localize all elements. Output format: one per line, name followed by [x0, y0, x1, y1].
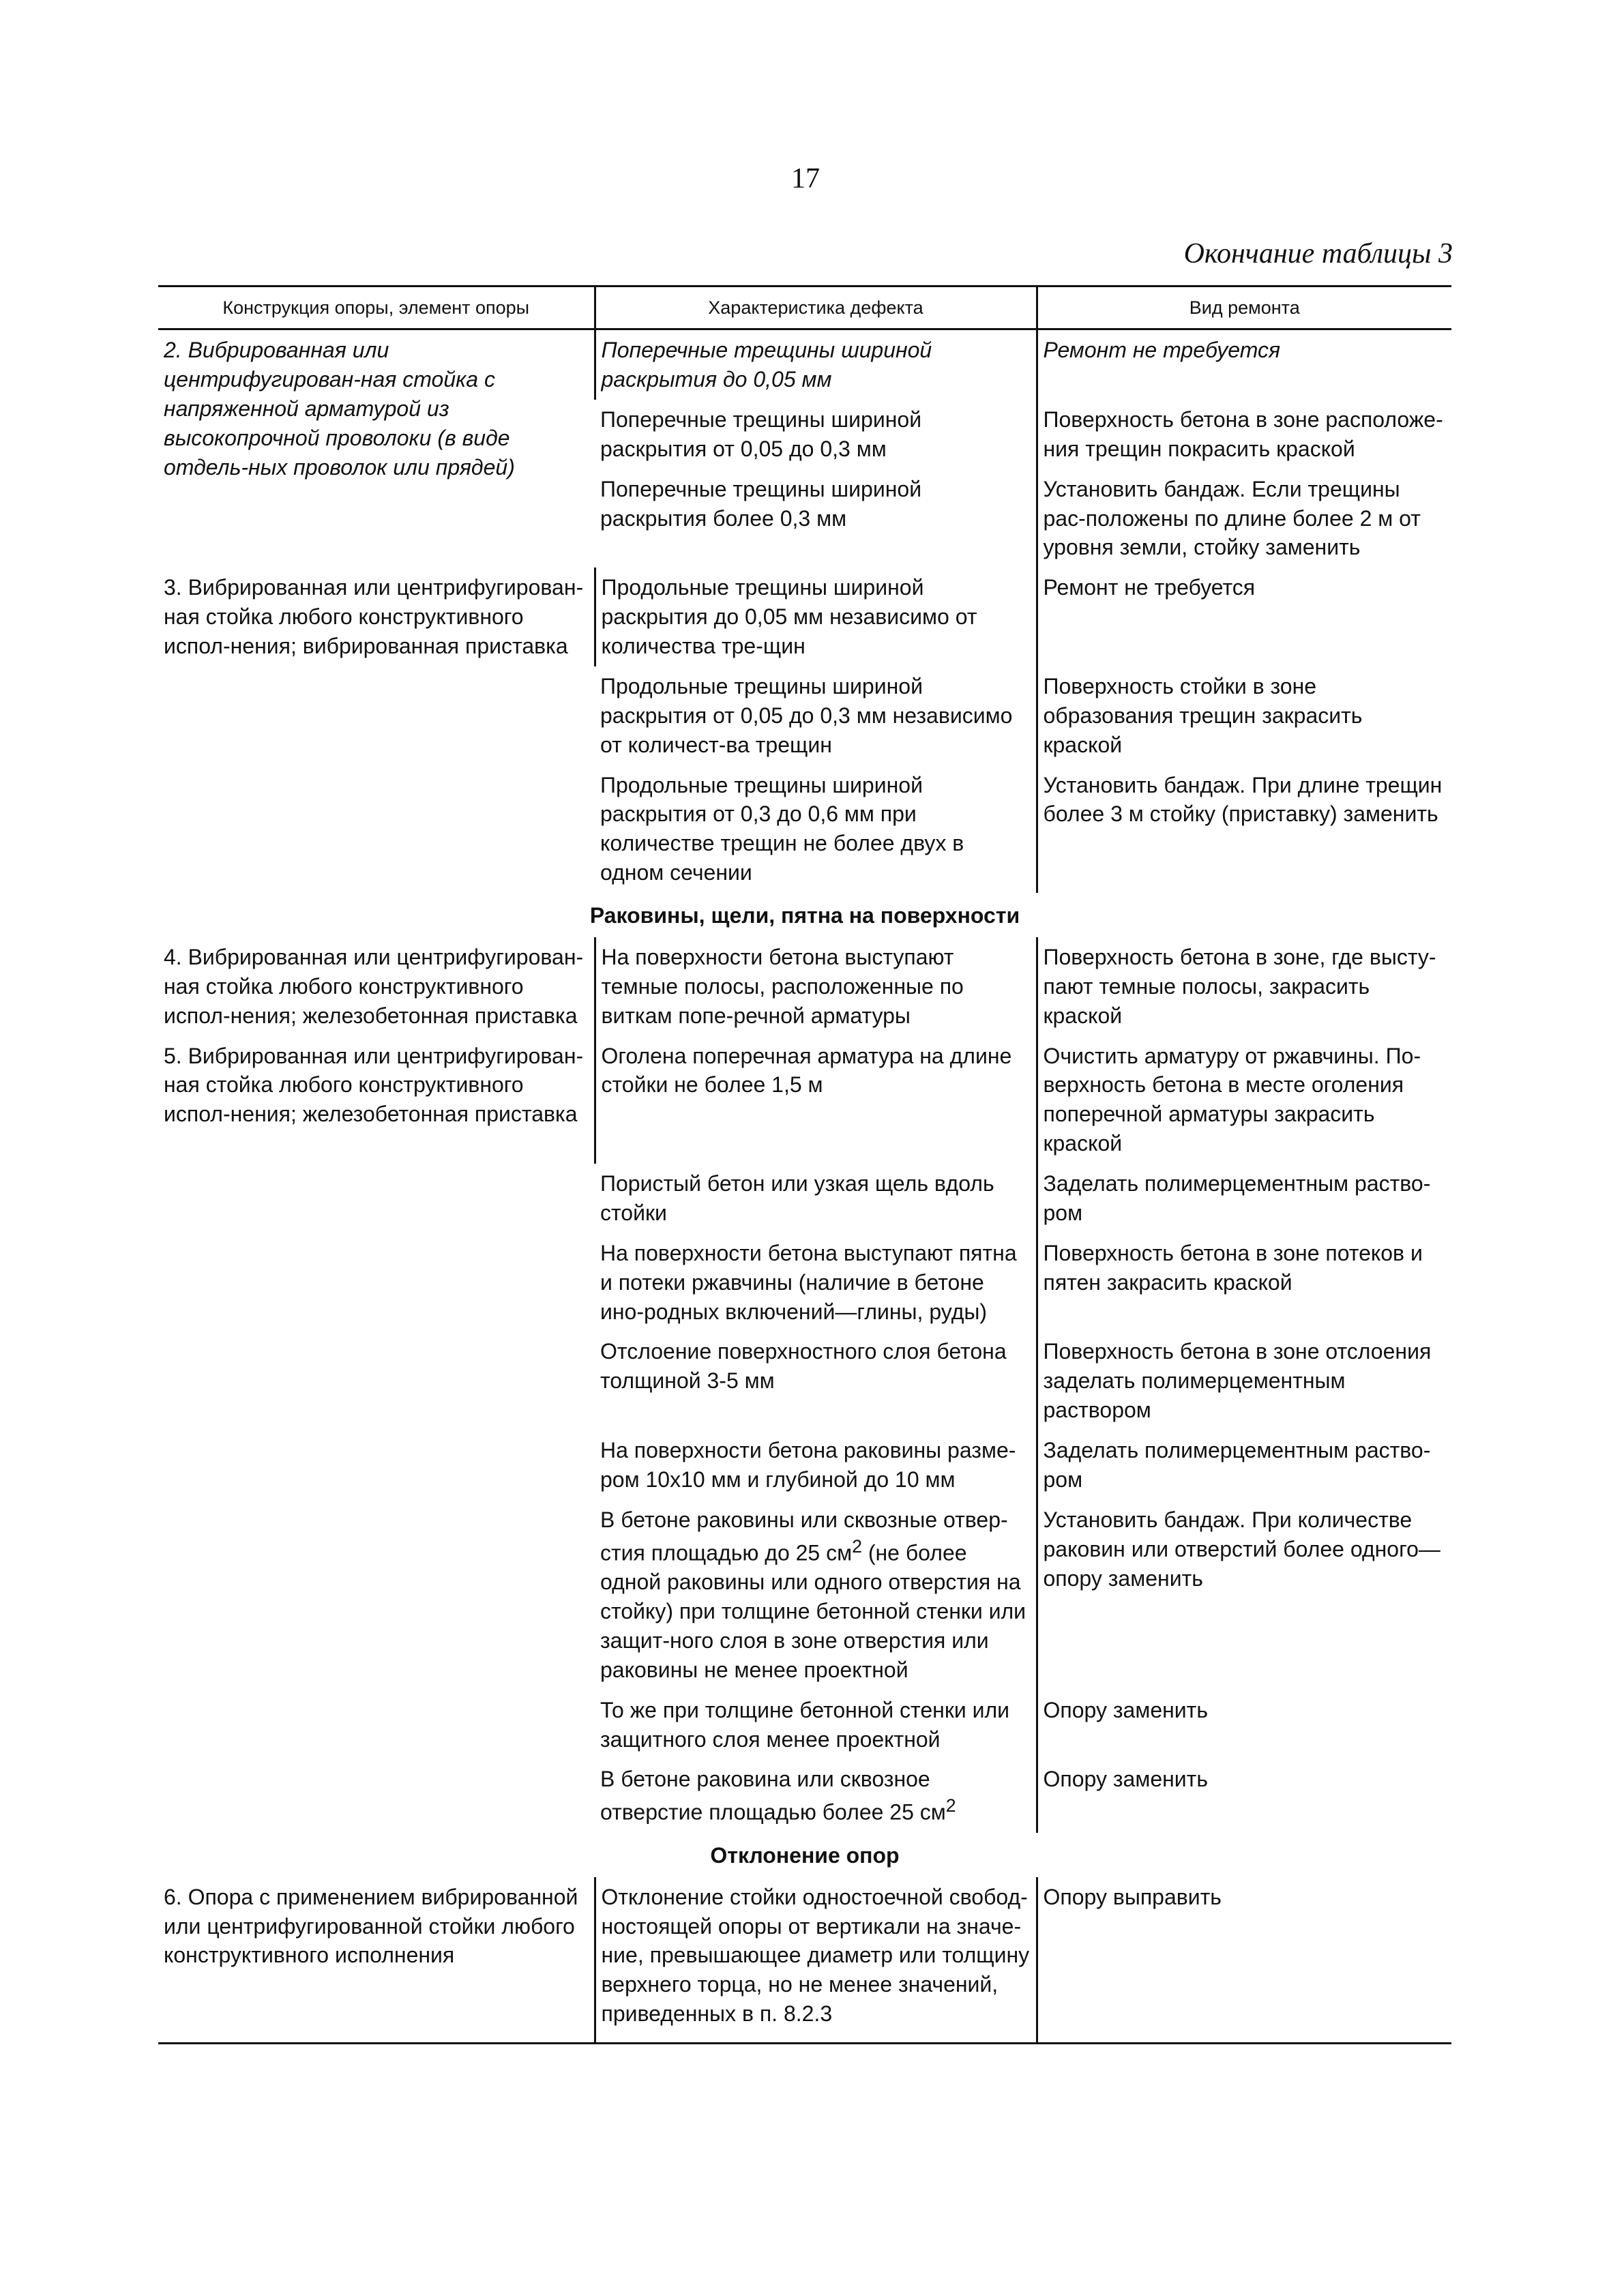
defect-cell: То же при толщине бетонной стенки или защитного слоя менее проектной [600, 1697, 1009, 1752]
table-row [158, 1036, 1451, 1164]
repair-cell: Поверхность бетона в зоне, где высту-пают темные полосы, закрасить краской [1037, 937, 1451, 1036]
repair-cell: Поверхность стойки в зоне образования трещин закрасить краской [1037, 666, 1451, 765]
table-caption: Окончание таблицы 3 [1183, 238, 1453, 269]
defect-cell: Отклонение стойки одностоечной свобод-ностоящей опоры от вертикали на значе-ние, превышающее диаметр или толщину верхнего торца, но не менее значений, приведенных в п. 8.2.3 [595, 1877, 1037, 2044]
header-repair: Вид ремонта [1037, 286, 1451, 329]
repair-cell: Установить бандаж. При количестве раковин или отверстий более одного—опору заменить [1037, 1500, 1451, 1690]
defect-cell: Поперечные трещины шириной раскрытия более 0,3 мм [600, 476, 922, 531]
repair-cell: Опору заменить [1037, 1690, 1451, 1760]
defect-cell: Продольные трещины шириной раскрытия от 0,05 до 0,3 мм независимо от количест-ва трещин [600, 673, 1013, 757]
section-row [158, 893, 1451, 937]
page-number: 17 [791, 163, 820, 194]
construction-cell: 3. Вибрированная или центрифугирован-ная стойка любого конструктивного испол-нения; вибрированная приставка [164, 575, 584, 659]
repair-cell: Поверхность бетона в зоне расположе-ния трещин покрасить краской [1037, 400, 1451, 469]
table-row [158, 568, 1451, 666]
table-row [158, 329, 1451, 400]
header-construction: Конструкция опоры, элемент опоры [222, 297, 530, 318]
defect-cell: Продольные трещины шириной раскрытия от 0,3 до 0,6 мм при количестве трещин не более двух в одном сечении [600, 772, 964, 885]
defects-table [158, 285, 1451, 2044]
header-defect: Характеристика дефекта [595, 286, 1037, 329]
defect-cell [595, 1759, 1037, 1832]
defect-cell: Продольные трещины шириной раскрытия до 0,05 мм независимо от количества тре-щин [595, 568, 1037, 666]
defect-cell: На поверхности бетона раковины разме-ром 10x10 мм и глубиной до 10 мм [600, 1438, 1016, 1492]
table-header-row [158, 286, 1451, 329]
repair-cell: Ремонт не требуется [1037, 329, 1451, 400]
defect-text: В бетоне раковина или сквозное отверстие площадью более 25 см [600, 1767, 946, 1825]
superscript: 2 [945, 1795, 956, 1816]
construction-cell: 6. Опора с применением вибрированной или центрифугированной стойки любого конструктивного исполнения [164, 1884, 578, 1968]
construction-cell: 4. Вибрированная или центрифугирован-ная стойка любого конструктивного испол-нения; железобетонная приставка [164, 944, 584, 1028]
repair-cell: Ремонт не требуется [1037, 568, 1451, 666]
table-row [158, 937, 1451, 1036]
defect-text: В бетоне раковины или сквозные отвер-стия площадью до 25 см [600, 1507, 1008, 1565]
repair-cell: Поверхность бетона в зоне отслоения заделать полимерцементным раствором [1037, 1331, 1451, 1430]
defect-cell: Отслоение поверхностного слоя бетона толщиной 3-5 мм [600, 1339, 1007, 1394]
construction-cell: 5. Вибрированная или центрифугирован-ная стойка любого конструктивного испол-нения; железобетонная приставка [164, 1043, 584, 1127]
defect-cell: Поперечные трещины шириной раскрытия до 0,05 мм [595, 329, 1037, 400]
section-title: Отклонение опор [710, 1842, 900, 1868]
defect-text: (не более одной раковины или одного отверстия на стойку) при толщине бетонной стенки или защит-ного слоя в зоне отверстия или раковины не менее проектной [600, 1540, 1026, 1682]
repair-cell: Опору выправить [1037, 1877, 1451, 2044]
section-title: Раковины, щели, пятна на поверхности [589, 903, 1020, 928]
repair-cell: Установить бандаж. При длине трещин более 3 м стойку (приставку) заменить [1037, 765, 1451, 894]
table-row [158, 1877, 1451, 2044]
repair-cell: Заделать полимерцементным раство-ром [1037, 1430, 1451, 1500]
defect-cell [595, 1500, 1037, 1690]
defect-cell: На поверхности бетона выступают темные полосы, расположенные по виткам попе-речной арматуры [595, 937, 1037, 1036]
defect-cell: На поверхности бетона выступают пятна и потеки ржавчины (наличие в бетоне ино-родных включений—глины, руды) [600, 1240, 1017, 1324]
superscript: 2 [852, 1535, 862, 1557]
repair-cell: Опору заменить [1037, 1759, 1451, 1832]
defect-cell: Пористый бетон или узкая щель вдоль стойки [600, 1171, 994, 1225]
repair-cell: Поверхность бетона в зоне потеков и пятен закрасить краской [1037, 1233, 1451, 1332]
repair-cell: Очистить арматуру от ржавчины. По-верхность бетона в месте оголения поперечной арматуры закрасить краской [1037, 1036, 1451, 1164]
section-row [158, 1833, 1451, 1877]
defect-cell: Поперечные трещины шириной раскрытия от 0,05 до 0,3 мм [600, 407, 922, 461]
defect-cell: Оголена поперечная арматура на длине стойки не более 1,5 м [595, 1036, 1037, 1164]
construction-cell: 2. Вибрированная или центрифугирован-ная стойка с напряженной арматурой из высокопрочной проволоки (в виде отдель-ных проволок или прядей) [164, 338, 515, 480]
repair-cell: Установить бандаж. Если трещины рас-положены по длине более 2 м от уровня земли, стойку заменить [1037, 469, 1451, 568]
repair-cell: Заделать полимерцементным раство-ром [1037, 1164, 1451, 1233]
